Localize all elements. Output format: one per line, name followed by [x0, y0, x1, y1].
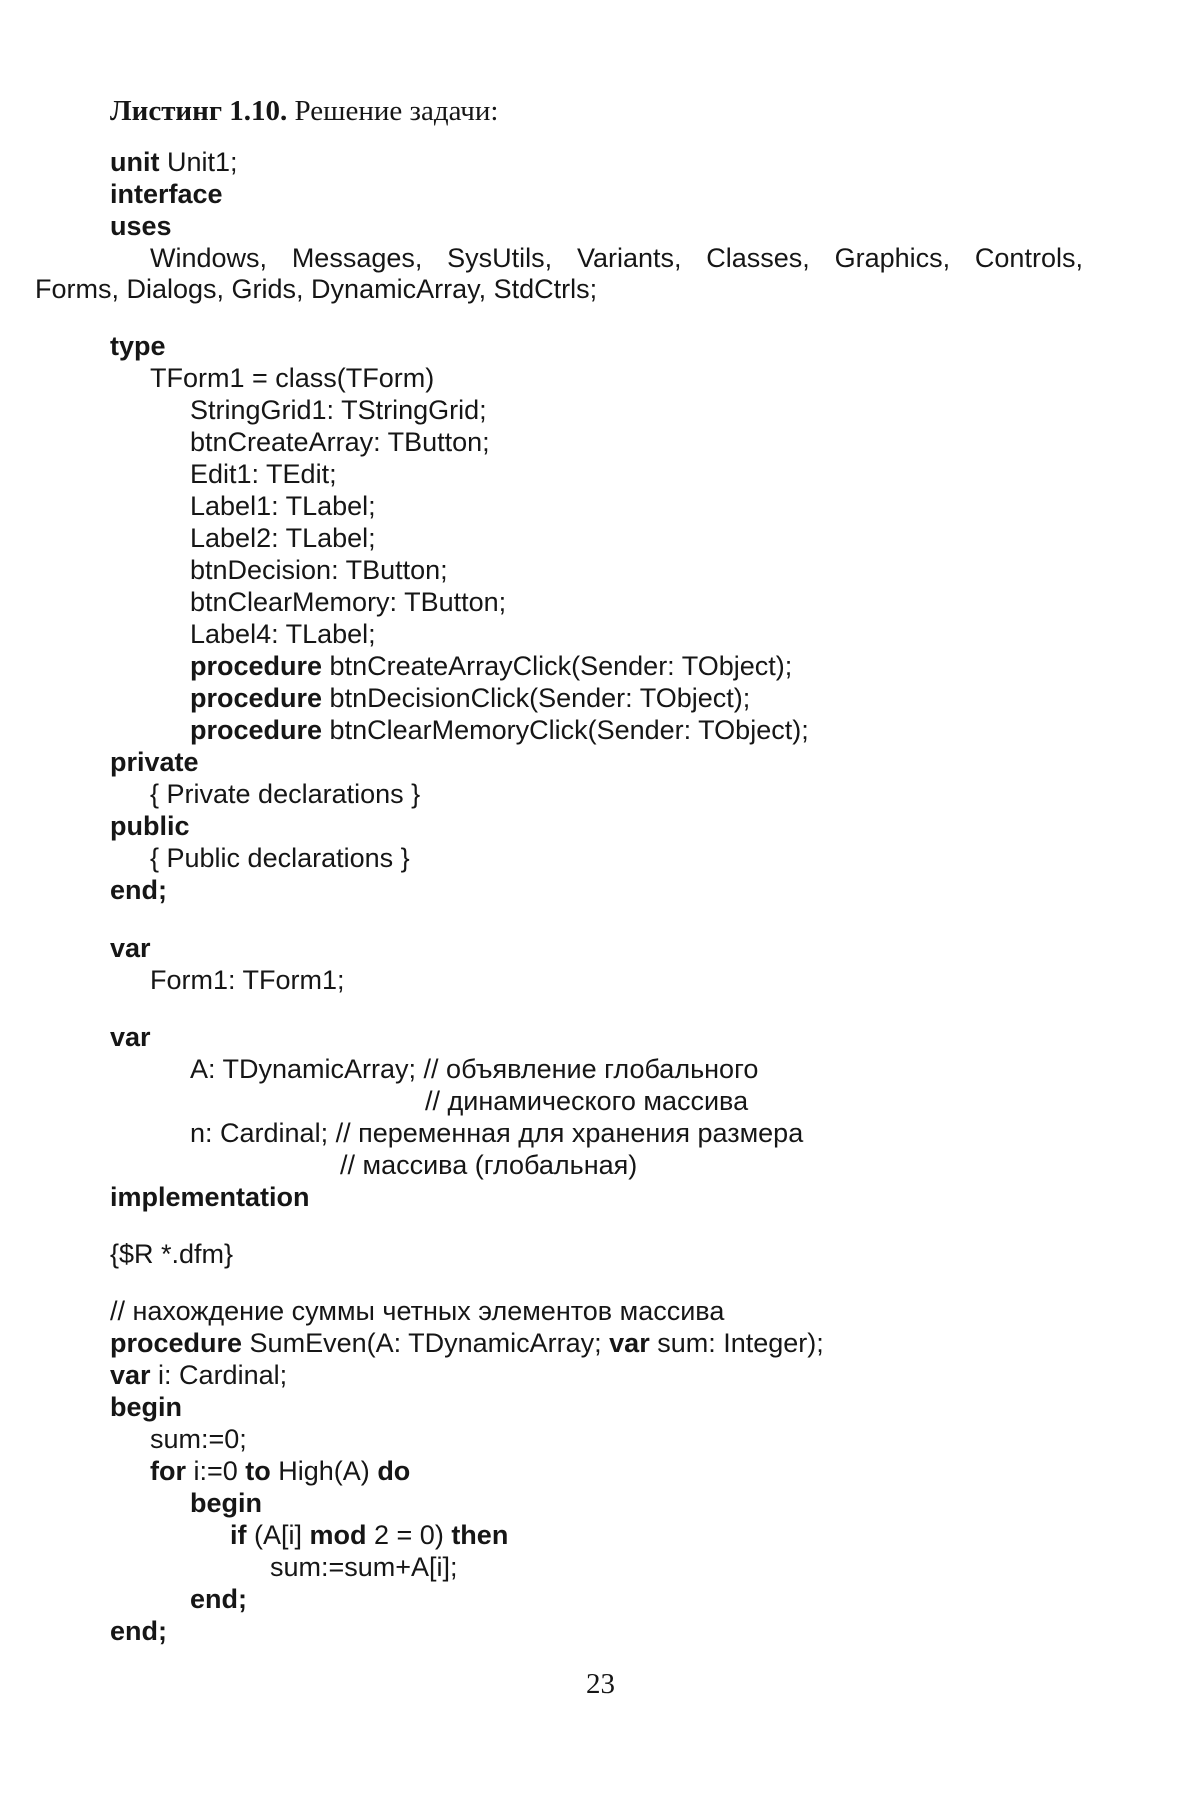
code-text: Edit1: TEdit;	[190, 459, 337, 489]
code-text: btnCreateArray: TButton;	[190, 427, 490, 457]
code-line	[110, 146, 238, 178]
code-line	[110, 1181, 310, 1213]
code-line	[110, 1021, 151, 1053]
code-text: Messages,	[291, 243, 423, 273]
code-text: Graphics,	[834, 243, 951, 273]
code-text: TForm1 = class(TForm)	[150, 363, 435, 393]
code-line	[190, 554, 448, 586]
code-keyword: var	[110, 1360, 151, 1390]
code-line	[110, 932, 151, 964]
code-line	[230, 1519, 508, 1551]
code-keyword: procedure	[190, 715, 323, 745]
code-line	[110, 1391, 182, 1423]
code-keyword: procedure	[190, 683, 323, 713]
code-keyword: unit	[110, 147, 160, 177]
code-text: Classes,	[706, 243, 810, 273]
code-line	[190, 714, 809, 746]
code-line	[110, 330, 166, 362]
code-text: (A[i]	[246, 1520, 310, 1550]
code-keyword: var	[110, 1022, 151, 1052]
code-line	[190, 522, 376, 554]
code-text: sum: Integer);	[649, 1328, 824, 1358]
code-line	[270, 1551, 458, 1583]
code-text: btnCreateArrayClick(Sender: TObject);	[322, 651, 793, 681]
code-line	[190, 1053, 758, 1085]
code-keyword: public	[110, 811, 190, 841]
code-line	[190, 426, 490, 458]
code-text: Forms, Dialogs, Grids, DynamicArray, StdCtrls;	[35, 274, 598, 304]
code-line	[190, 394, 487, 426]
code-text: Unit1;	[159, 147, 238, 177]
code-keyword: begin	[110, 1392, 182, 1422]
code-line	[150, 1423, 247, 1455]
code-text: High(A)	[270, 1456, 378, 1486]
code-text: i:=0	[186, 1456, 246, 1486]
code-keyword: to	[245, 1456, 271, 1486]
listing-text: Решение задачи:	[294, 95, 499, 127]
code-keyword: if	[230, 1520, 247, 1550]
code-line	[425, 1085, 748, 1117]
code-line	[190, 1583, 247, 1615]
code-text: sum:=0;	[150, 1424, 247, 1454]
code-line	[150, 362, 434, 394]
code-text: Label1: TLabel;	[190, 491, 376, 521]
code-keyword: implementation	[110, 1182, 310, 1212]
code-text: sum:=sum+A[i];	[270, 1552, 458, 1582]
code-line	[150, 778, 420, 810]
code-text: btnClearMemory: TButton;	[190, 587, 507, 617]
code-text: Variants,	[576, 243, 682, 273]
code-line	[150, 842, 410, 874]
code-text: Windows,	[150, 243, 268, 273]
code-text: StringGrid1: TStringGrid;	[190, 395, 487, 425]
code-line	[190, 458, 337, 490]
code-text: Label4: TLabel;	[190, 619, 376, 649]
code-line	[190, 1487, 262, 1519]
code-text: { Private declarations }	[150, 779, 421, 809]
code-line	[110, 1238, 233, 1270]
code-text: btnClearMemoryClick(Sender: TObject);	[322, 715, 809, 745]
code-text: // динамического массива	[425, 1086, 749, 1116]
code-text: { Public declarations }	[150, 843, 410, 873]
code-keyword: begin	[190, 1488, 262, 1518]
listing-label: Листинг 1.10.	[110, 95, 288, 127]
code-text: {$R *.dfm}	[110, 1239, 234, 1269]
code-line	[190, 1117, 803, 1149]
code-line	[110, 874, 167, 906]
code-line	[110, 1295, 724, 1327]
code-keyword: then	[451, 1520, 509, 1550]
code-keyword: type	[110, 331, 166, 361]
code-line	[340, 1149, 637, 1181]
listing-caption	[110, 95, 498, 128]
code-line	[35, 273, 597, 305]
code-text: Controls,	[974, 243, 1083, 273]
code-text: n: Cardinal; // переменная для хранения размера	[190, 1118, 804, 1148]
code-keyword: procedure	[190, 651, 323, 681]
code-keyword: for	[150, 1456, 186, 1486]
code-line	[110, 810, 190, 842]
code-line	[110, 746, 199, 778]
code-line	[150, 1455, 410, 1487]
code-line	[110, 1615, 167, 1647]
code-keyword: end;	[190, 1584, 247, 1614]
code-keyword: procedure	[110, 1328, 243, 1358]
code-line	[190, 490, 376, 522]
code-keyword: uses	[110, 211, 172, 241]
code-text: SumEven(A: TDynamicArray;	[242, 1328, 610, 1358]
page-number: 23	[586, 1668, 615, 1700]
code-keyword: end;	[110, 875, 167, 905]
code-text: i: Cardinal;	[150, 1360, 288, 1390]
code-line	[110, 1359, 287, 1391]
code-text: Label2: TLabel;	[190, 523, 376, 553]
code-text: 2 = 0)	[366, 1520, 452, 1550]
code-keyword: end;	[110, 1616, 167, 1646]
code-line	[150, 242, 1083, 274]
code-text: // нахождение суммы четных элементов массива	[110, 1296, 725, 1326]
code-keyword: mod	[309, 1520, 367, 1550]
code-line	[190, 586, 506, 618]
code-line	[190, 682, 750, 714]
code-text: btnDecisionClick(Sender: TObject);	[322, 683, 751, 713]
code-line	[190, 650, 792, 682]
code-keyword: var	[609, 1328, 650, 1358]
code-text: SysUtils,	[447, 243, 553, 273]
code-line	[110, 1327, 824, 1359]
code-keyword: interface	[110, 179, 223, 209]
code-keyword: var	[110, 933, 151, 963]
code-text: Form1: TForm1;	[150, 965, 345, 995]
code-line	[150, 964, 345, 996]
code-text: A: TDynamicArray; // объявление глобального	[190, 1054, 759, 1084]
code-keyword: do	[377, 1456, 411, 1486]
code-line	[110, 210, 172, 242]
code-text: // массива (глобальная)	[340, 1150, 638, 1180]
code-line	[110, 178, 223, 210]
code-text: btnDecision: TButton;	[190, 555, 448, 585]
code-line	[190, 618, 376, 650]
code-keyword: private	[110, 747, 199, 777]
